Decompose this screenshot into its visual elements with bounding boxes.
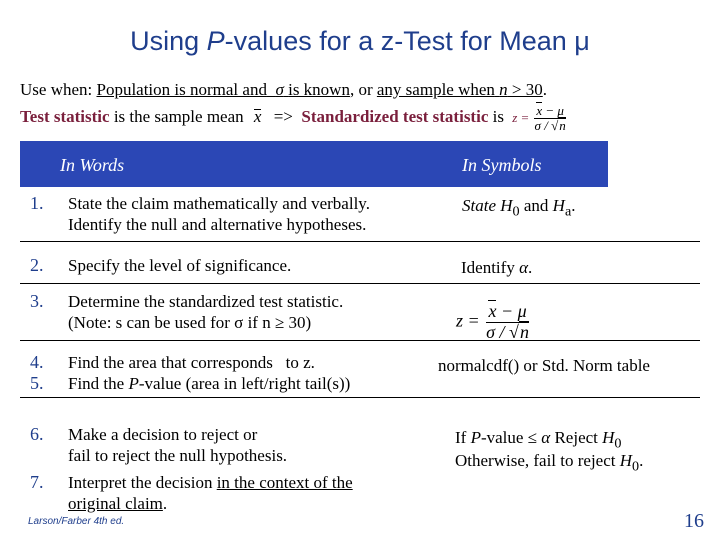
divider xyxy=(20,397,700,398)
divider xyxy=(20,241,700,242)
page-number: 16 xyxy=(684,510,704,532)
symbol-reject-rule: If P-value ≤ α Reject $H_0$ xyxy=(455,428,622,452)
z-formula-large: z = $\frac{x - \mu}{\sigma / √n}$ xyxy=(456,301,529,342)
header-in-words: In Words xyxy=(60,155,125,175)
z-formula-small: z = $\frac{x - \mu}{\sigma / √n}$ xyxy=(512,103,566,134)
slide-title: Using P-values for a z-Test for Mean μ xyxy=(130,26,590,56)
divider xyxy=(20,283,700,284)
sigma-symbol: σ xyxy=(275,80,284,99)
test-statistic-line: Test statistic is the sample mean x => Standardized test statistic is z = $\frac{x - \mu}{\sigma / √n}$ xyxy=(20,103,566,134)
symbol-hypotheses: State $H_0$ and $H_a$. xyxy=(462,196,576,220)
divider xyxy=(20,340,700,341)
footer-credit: Larson/Farber 4th ed. xyxy=(28,516,125,527)
header-in-symbols: In Symbols xyxy=(462,155,542,175)
table-header xyxy=(20,141,608,187)
symbol-fail-rule: Otherwise, fail to reject $H_0$. xyxy=(455,451,644,475)
symbol-alpha: Identify α. xyxy=(461,258,533,277)
use-when-line: Use when: Population is normal and σ is known, or any sample when n > 30. xyxy=(20,80,548,99)
symbol-normalcdf: normalcdf() or Std. Norm table xyxy=(438,356,650,375)
